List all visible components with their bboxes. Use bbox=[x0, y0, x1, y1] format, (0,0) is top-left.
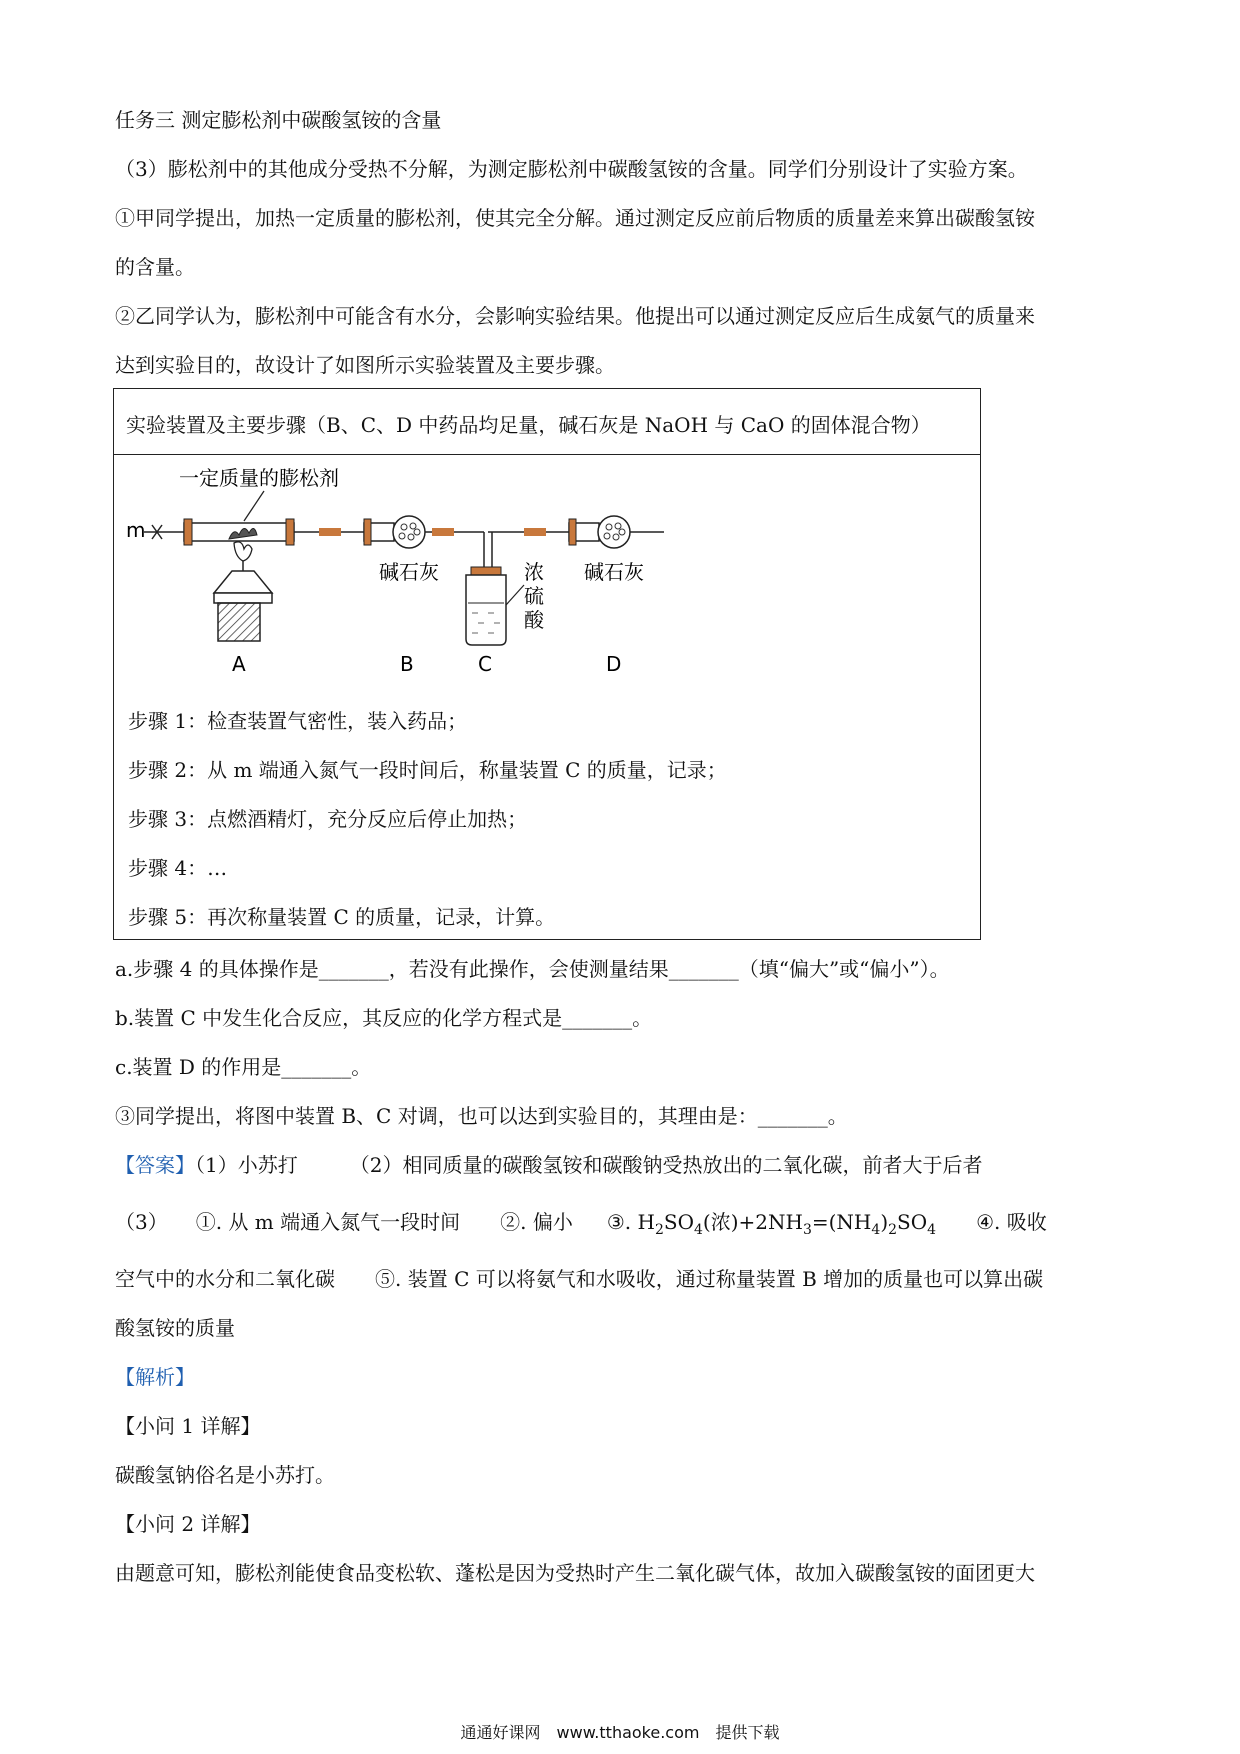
label-soda-lime-b: 碱石灰 bbox=[379, 560, 439, 584]
reaction-tube-a bbox=[184, 523, 294, 541]
rubber-connector-ab bbox=[319, 528, 341, 536]
rubber-connector-bc bbox=[432, 528, 454, 536]
experiment-box-header-text: 实验装置及主要步骤（B、C、D 中药品均足量，碱石灰是 NaOH 与 CaO 的固体混合物） bbox=[126, 413, 931, 437]
answer-2: （2）相同质量的碳酸氢铵和碳酸钠受热放出的二氧化碳，前者大于后者 bbox=[349, 1153, 983, 1177]
acid-pointer-line bbox=[506, 585, 524, 605]
answer-line-1 bbox=[115, 1152, 982, 1178]
sub-question-1-title: 【小问 1 详解】 bbox=[115, 1414, 261, 1438]
label-sample: 一定质量的膨松剂 bbox=[179, 466, 339, 490]
answer-equation: $H_2SO_4$(浓)$+2NH_3=(NH_4)_2SO_4$ bbox=[637, 1210, 937, 1238]
experiment-box-header bbox=[114, 389, 980, 455]
label-acid-2: 硫 bbox=[524, 584, 544, 608]
step-5: 步骤 5：再次称量装置 C 的质量，记录，计算。 bbox=[128, 905, 556, 929]
paragraph-yi-line2: 达到实验目的，故设计了如图所示实验装置及主要步骤。 bbox=[115, 353, 615, 377]
paragraph-3: （3）膨松剂中的其他成分受热不分解，为测定膨松剂中碳酸氢铵的含量。同学们分别设计了实验方案。 bbox=[115, 157, 1028, 181]
step-2: 步骤 2：从 m 端通入氮气一段时间后，称量装置 C 的质量，记录； bbox=[128, 758, 727, 782]
answer-line-4: 酸氢铵的质量 bbox=[115, 1316, 235, 1340]
letter-d: D bbox=[606, 652, 622, 676]
label-acid-3: 酸 bbox=[524, 608, 544, 632]
answer-3-label: （3） bbox=[115, 1210, 168, 1234]
label-m: m bbox=[126, 518, 146, 542]
answer-3-1: ①. 从 m 端通入氮气一段时间 bbox=[195, 1210, 461, 1234]
apparatus-diagram bbox=[114, 455, 980, 685]
answer-3-4: ④. 吸收 bbox=[976, 1210, 1047, 1234]
answer-3-2: ②. 偏小 bbox=[500, 1210, 573, 1234]
task-title: 任务三 测定膨松剂中碳酸氢铵的含量 bbox=[115, 108, 442, 132]
label-soda-lime-d: 碱石灰 bbox=[584, 560, 644, 584]
step-3: 步骤 3：点燃酒精灯，充分反应后停止加热； bbox=[128, 807, 528, 831]
bottle-c-stopper bbox=[471, 567, 501, 575]
bottle-c-body bbox=[466, 575, 506, 645]
sub-question-2-title: 【小问 2 详解】 bbox=[115, 1512, 261, 1536]
paragraph-jia-line2: 的含量。 bbox=[115, 255, 195, 279]
sub-question-2-text: 由题意可知，膨松剂能使食品变松软、蓬松是因为受热时产生二氧化碳气体，故加入碳酸氢铵的面团更大 bbox=[115, 1561, 1035, 1585]
step-1: 步骤 1：检查装置气密性，装入药品； bbox=[128, 709, 468, 733]
answer-1: （1）小苏打 bbox=[195, 1153, 298, 1177]
stopper-b bbox=[364, 519, 371, 545]
alcohol-lamp-body bbox=[214, 571, 272, 593]
sample-pointer-line bbox=[244, 491, 264, 521]
lamp-flame-icon bbox=[234, 542, 252, 561]
question-3: ③同学提出，将图中装置 B、C 对调，也可以达到实验目的，其理由是：_______。 bbox=[115, 1104, 848, 1128]
question-b: b.装置 C 中发生化合反应，其反应的化学方程式是_______。 bbox=[115, 1006, 653, 1030]
question-c: c.装置 D 的作用是_______。 bbox=[115, 1055, 372, 1079]
paragraph-jia-line1: ①甲同学提出，加热一定质量的膨松剂，使其完全分解。通过测定反应前后物质的质量差来算出碳酸氢铵 bbox=[115, 206, 1035, 230]
lamp-stand-block bbox=[218, 603, 260, 641]
answer-line-2 bbox=[115, 1209, 1047, 1243]
label-acid-1: 浓 bbox=[524, 560, 544, 584]
rubber-connector-cd bbox=[524, 528, 546, 536]
analysis-tag: 【解析】 bbox=[115, 1365, 195, 1389]
sub-question-1-text: 碳酸氢钠俗名是小苏打。 bbox=[115, 1463, 335, 1487]
letter-b: B bbox=[400, 652, 414, 676]
answer-line-3: 空气中的水分和二氧化碳 ⑤. 装置 C 可以将氨气和水吸收，通过称量装置 B 增加的质量也可以算出碳 bbox=[115, 1267, 1044, 1291]
paragraph-yi-line1: ②乙同学认为，膨松剂中可能含有水分，会影响实验结果。他提出可以通过测定反应后生成氨气的质量来 bbox=[115, 304, 1035, 328]
letter-c: C bbox=[478, 652, 492, 676]
stopper-a-right bbox=[286, 519, 294, 545]
stopper-a-left bbox=[184, 519, 192, 545]
question-a: a.步骤 4 的具体操作是_______，若没有此操作，会使测量结果_______（填“偏大”或“偏小”）。 bbox=[115, 957, 950, 981]
experiment-box bbox=[113, 388, 981, 940]
footer: 通通好课网 www.tthaoke.com 提供下载 bbox=[460, 1723, 780, 1742]
answer-3-3-label: ③. bbox=[606, 1210, 632, 1234]
letter-a: A bbox=[232, 652, 246, 676]
alcohol-lamp-base bbox=[214, 593, 272, 603]
step-4: 步骤 4：… bbox=[128, 856, 228, 880]
answer-tag: 【答案】 bbox=[115, 1153, 195, 1177]
stopper-d bbox=[569, 519, 576, 545]
